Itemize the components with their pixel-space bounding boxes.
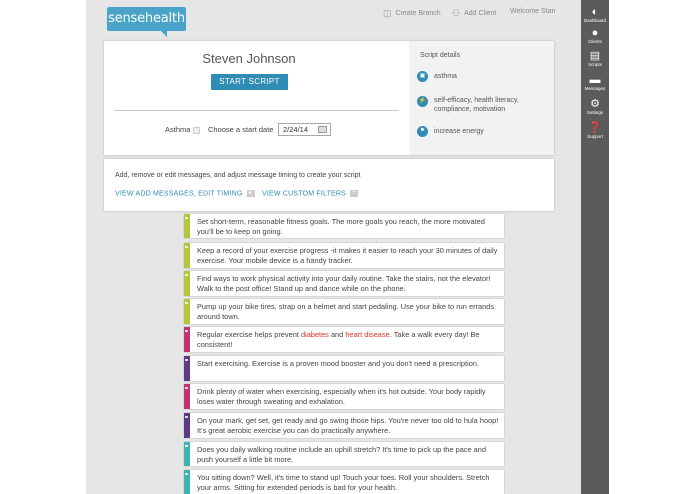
start-date-label: Choose a start date — [208, 125, 274, 134]
create-branch-link[interactable] — [383, 8, 441, 19]
message-card[interactable] — [184, 384, 504, 409]
message-card[interactable] — [184, 214, 504, 238]
panel-instructions: Add, remove or edit messages, and adjust message timing to create your script — [115, 172, 361, 179]
add-client-label: Add Client — [464, 10, 497, 17]
script-details — [409, 41, 554, 155]
message-text: Set short-term, reasonable fitness goals. The more goals you reach, the more motivated you'll be to keep on going. — [197, 217, 485, 236]
gear-icon: ⚙ — [590, 98, 600, 110]
message-category-bar — [184, 384, 190, 409]
message-text-part: . Take a walk every day! Be consistent! — [197, 330, 480, 349]
start-date-value: 2/24/14 — [283, 125, 309, 134]
message-card[interactable] — [184, 271, 504, 296]
view-add-messages-link[interactable] — [115, 190, 255, 197]
divider — [114, 110, 399, 111]
message-category-bar — [184, 214, 190, 238]
rail-label: Settings — [586, 110, 604, 115]
welcome-text — [510, 8, 555, 15]
message-card[interactable] — [184, 243, 504, 268]
message-text-part: and — [328, 330, 346, 339]
page-margin-left — [0, 0, 86, 494]
message-card[interactable] — [184, 299, 504, 324]
message-category-bar — [184, 413, 190, 438]
script-detail-text: increase energy — [434, 128, 484, 135]
message-text: On your mark, get set, get ready and go swing those hips. You're never too old to hula hoop! It's great aerobic exercise you can do practically anywhere. — [197, 416, 499, 435]
highlight-term[interactable]: diabetes — [300, 330, 329, 339]
link-label: VIEW CUSTOM FILTERS — [262, 190, 347, 198]
rail-item-messages[interactable] — [581, 74, 609, 92]
script-detail-behaviors — [417, 96, 539, 114]
condition-label: Asthma — [165, 125, 191, 134]
message-text: Keep a record of your exercise progress -it makes it easier to reach your 30 minutes of daily exercise. Your mobile device is a handy tracker. — [197, 246, 498, 265]
rail-item-scripts[interactable] — [581, 50, 609, 68]
document-icon: ▤ — [589, 50, 601, 62]
message-category-bar — [184, 299, 190, 324]
script-detail-condition — [417, 71, 457, 82]
message-text — [184, 327, 504, 351]
message-text: Drink plenty of water when exercising, especially when it's hot outside. Your body rapidly loses water through sweating and exhalation. — [197, 387, 486, 406]
rail-item-dashboard[interactable] — [581, 6, 609, 24]
message-category-bar — [184, 271, 190, 296]
sensehealth-logo[interactable]: sensehealth — [107, 7, 186, 31]
chat-icon: ▬ — [589, 74, 601, 86]
start-date-field[interactable] — [278, 123, 331, 136]
message-text: Pump up your bike tires, strap on a helmet and start pedaling. Use your bike to run errands around town. — [197, 302, 495, 321]
script-detail-goal — [417, 126, 484, 137]
rail-label: Support — [587, 134, 603, 139]
highlight-term[interactable]: heart disease — [345, 330, 390, 339]
right-nav-rail — [581, 0, 609, 494]
message-category-bar — [184, 327, 190, 352]
flag-icon: ⚑ — [417, 126, 428, 137]
patient-card — [104, 41, 554, 155]
link-label: VIEW ADD MESSAGES, EDIT TIMING — [115, 190, 243, 198]
rail-item-settings[interactable] — [581, 98, 609, 116]
message-text: You sitting down? Well, it's time to stand up! Touch your toes. Roll your shoulders. Stretch your arms. Sitting for extended periods is bad for your health. — [197, 473, 490, 492]
message-text: Start exercising. Exercise is a proven mood booster and you don't need a prescription. — [197, 359, 479, 368]
branch-icon: ◫ — [383, 8, 392, 18]
message-text: Does you daily walking routine include an uphill stretch? It's time to pick up the pace and push yourself a little bit more. — [197, 445, 486, 464]
condition-checkbox[interactable] — [193, 127, 200, 134]
rail-label: Messages — [584, 86, 606, 91]
rail-label: Clients — [588, 39, 602, 44]
message-card[interactable] — [184, 413, 504, 438]
plus-icon: + — [350, 190, 358, 197]
add-client-link[interactable] — [452, 8, 496, 19]
page-margin-right — [609, 0, 695, 494]
expand-icon: ▸ — [247, 190, 255, 197]
patient-name: Steven Johnson — [202, 51, 296, 66]
script-detail-text: self-efficacy, health literacy, compliance, motivation — [434, 97, 519, 113]
create-branch-label: Create Branch — [395, 10, 441, 17]
message-category-bar — [184, 356, 190, 381]
message-card[interactable] — [184, 442, 504, 466]
add-person-icon: ⚇ — [452, 8, 461, 18]
message-category-bar — [184, 243, 190, 268]
message-card[interactable] — [184, 327, 504, 352]
clipboard-icon: ▣ — [417, 71, 428, 82]
patient-info — [104, 41, 409, 155]
message-category-bar — [184, 470, 190, 494]
help-icon: ❓ — [588, 122, 602, 134]
welcome-label: Welcome Stan — [510, 8, 556, 15]
condition-tag — [165, 125, 200, 134]
dashboard-icon: ◐ — [591, 6, 599, 18]
start-script-button[interactable]: START SCRIPT — [211, 74, 288, 90]
message-card[interactable] — [184, 470, 504, 494]
message-tools-panel — [104, 159, 554, 211]
person-icon: ● — [591, 27, 599, 39]
rail-label: Dashboard — [583, 18, 606, 23]
message-card[interactable] — [184, 356, 504, 381]
message-text: Find ways to work physical activity into your daily routine. Take the stairs, not the elevator! Walk to the post office! Stand up and dance while on the phone. — [197, 274, 491, 293]
message-category-bar — [184, 442, 190, 466]
rail-item-support[interactable] — [581, 122, 609, 140]
script-details-title: Script details — [420, 52, 461, 59]
script-detail-text: asthma — [434, 73, 457, 80]
lightning-icon: ⚡ — [417, 96, 428, 107]
calendar-icon[interactable] — [318, 126, 327, 133]
message-text-part: Regular exercise helps prevent — [197, 330, 301, 339]
view-custom-filters-link[interactable] — [262, 190, 358, 197]
rail-label: Scripts — [588, 62, 602, 67]
rail-item-clients[interactable] — [581, 27, 609, 45]
